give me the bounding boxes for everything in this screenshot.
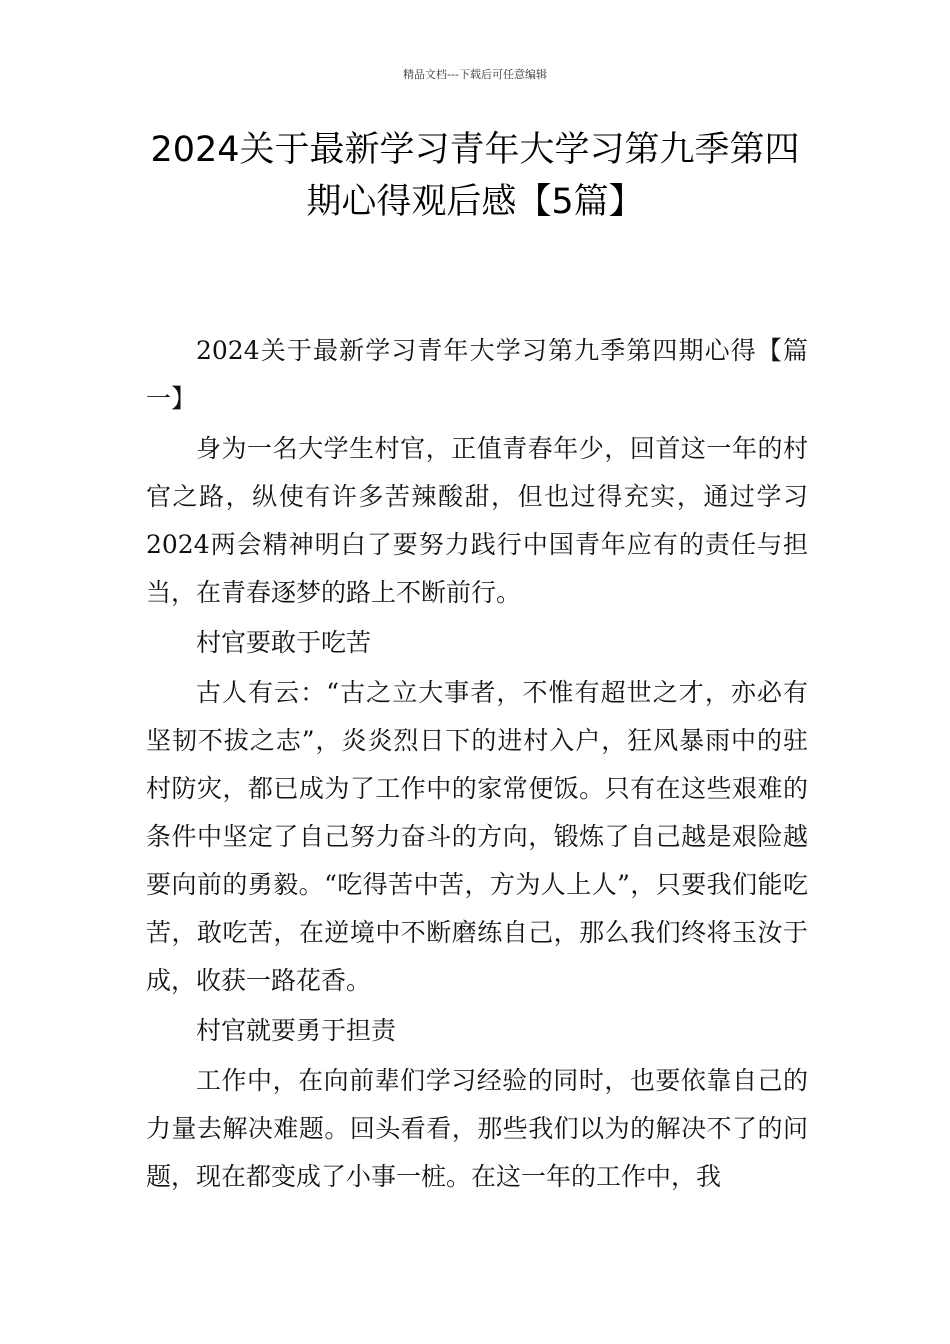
paragraph: 身为一名大学生村官，正值青春年少，回首这一年的村官之路，纵使有许多苦辣酸甜，但也过得充实，通过学习2024两会精神明白了要努力践行中国青年应有的责任与担当，在青春逐梦的路上不断前行。 [146, 434, 808, 607]
header-note: 精品文档---下载后可任意编辑 [403, 68, 547, 81]
paragraph: 工作中，在向前辈们学习经验的同时，也要依靠自己的力量去解决难题。回头看看，那些我们以为的解决不了的问题，现在都变成了小事一桩。在这一年的工作中，我 [146, 1066, 808, 1191]
subheading: 村官要敢于吃苦 [196, 628, 372, 657]
document-title: 2024关于最新学习青年大学习第九季第四期心得观后感【5篇】 [150, 130, 800, 222]
document-body [146, 327, 808, 1203]
paragraph: 古人有云：“古之立大事者，不惟有超世之才，亦必有坚韧不拔之志”，炎炎烈日下的进村入户，狂风暴雨中的驻村防灾，都已成为了工作中的家常便饭。只有在这些艰难的条件中坚定了自己努力奋斗的方向，锻炼了自己越是艰险越要向前的勇毅。“吃得苦中苦，方为人上人”，只要我们能吃苦，敢吃苦，在逆境中不断磨练自己，那么我们终将玉汝于成，收获一路花香。 [146, 678, 808, 995]
section-heading: 2024关于最新学习青年大学习第九季第四期心得【篇一】 [146, 336, 808, 413]
subheading: 村官就要勇于担责 [196, 1016, 397, 1045]
